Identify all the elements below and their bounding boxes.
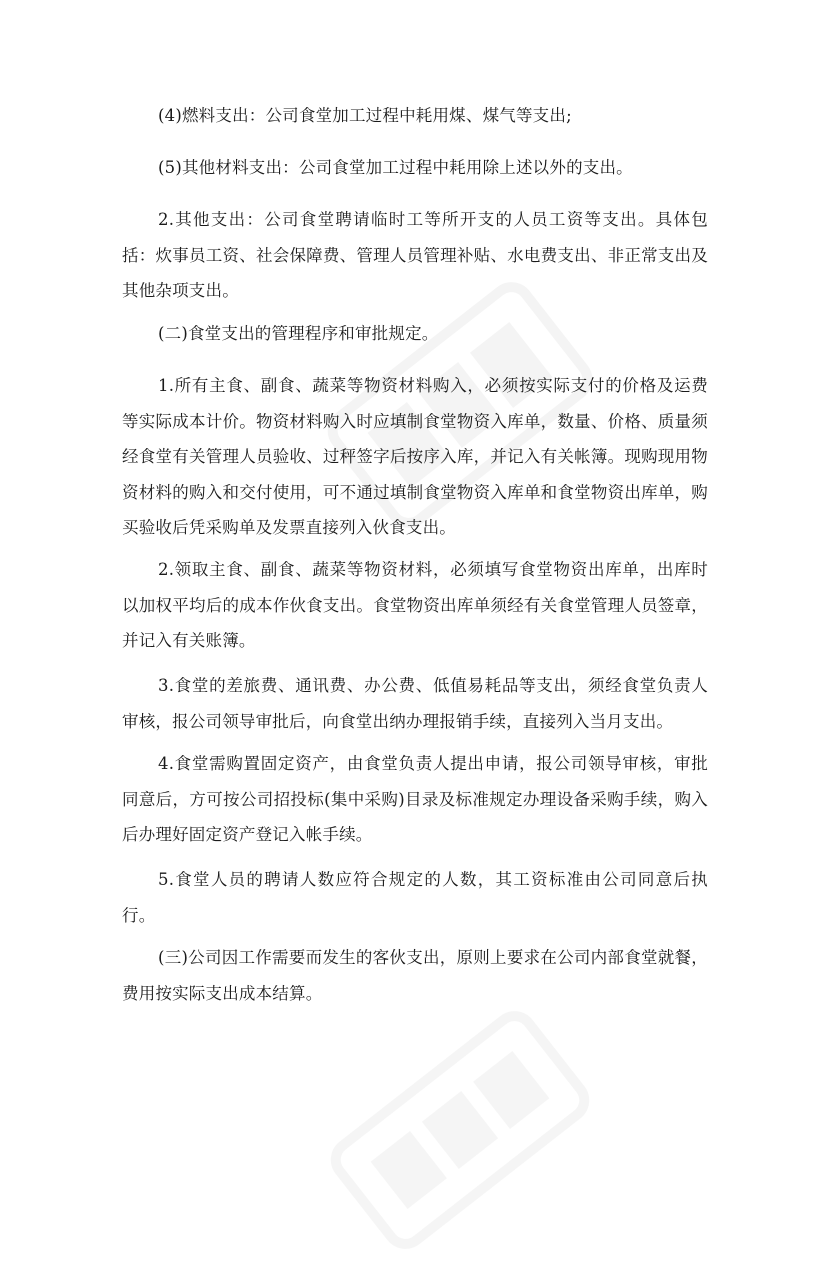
section-heading-management-procedures: (二)食堂支出的管理程序和审批规定。 <box>158 324 439 343</box>
watermark-graphic-bottom <box>302 979 618 1281</box>
paragraph-other-expense: 2.其他支出：公司食堂聘请临时工等所开支的人员工资等支出。具体包括：炊事员工资、社会保障费、管理人员管理补贴、水电费支出、非正常支出及其他杂项支出。 <box>122 210 708 300</box>
paragraph-fuel-expense: (4)燃料支出：公司食堂加工过程中耗用煤、煤气等支出; <box>158 106 572 125</box>
paragraph-fixed-asset-rules: 4.食堂需购置固定资产，由食堂负责人提出申请，报公司领导审核，审批同意后，方可按公司招投标(集中采购)目录及标准规定办理设备采购手续，购入后办理好固定资产登记入帐手续。 <box>122 754 708 844</box>
paragraph-withdrawal-rules: 2.领取主食、副食、蔬菜等物资材料，必须填写食堂物资出库单，出库时以加权平均后的成本作伙食支出。食堂物资出库单须经有关食堂管理人员签章，并记入有关账簿。 <box>122 560 708 650</box>
paragraph-other-material-expense: (5)其他材料支出：公司食堂加工过程中耗用除上述以外的支出。 <box>158 158 633 177</box>
section-guest-meal-expense: (三)公司因工作需要而发生的客伙支出，原则上要求在公司内部食堂就餐，费用按实际支出成本结算。 <box>122 948 708 1003</box>
paragraph-staffing-rules: 5.食堂人员的聘请人数应符合规定的人数，其工资标准由公司同意后执行。 <box>122 870 708 925</box>
paragraph-purchase-rules: 1.所有主食、副食、蔬菜等物资材料购入，必须按实际支付的价格及运费等实际成本计价。物资材料购入时应填制食堂物资入库单，数量、价格、质量须经食堂有关管理人员验收、过秤签字后按序入库，并记入有关帐簿。现购现用物资材料的购入和交付使用，可不通过填制食堂物资入库单和食堂物资出库单，购买验收后凭采购单及发票直接列入伙食支出。 <box>122 376 708 537</box>
paragraph-travel-expense-rules: 3.食堂的差旅费、通讯费、办公费、低值易耗品等支出，须经食堂负责人审核，报公司领导审批后，向食堂出纳办理报销手续，直接列入当月支出。 <box>122 676 708 731</box>
